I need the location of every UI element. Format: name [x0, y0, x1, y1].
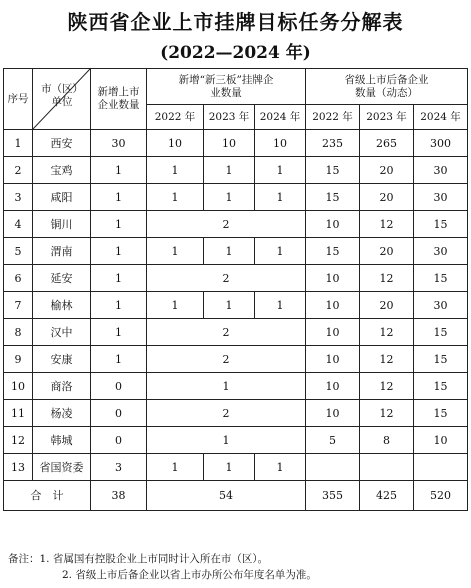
row-reserve-2024: 30: [414, 184, 468, 211]
header-reserve-2022: 2022 年: [306, 105, 360, 130]
document-subtitle: (2022—2024 年): [160, 43, 311, 63]
row-new-listed: 0: [91, 427, 147, 454]
row-new-listed: 1: [91, 292, 147, 319]
row-reserve-2024: 30: [414, 292, 468, 319]
table-row: [4, 373, 468, 400]
row-neeq-2023: 1: [204, 157, 255, 184]
header-neeq-2023: 2023 年: [204, 105, 255, 130]
table-row: [4, 265, 468, 292]
row-neeq-merged: 2: [147, 211, 306, 238]
row-reserve-2022: 10: [306, 265, 360, 292]
row-reserve-2024: 300: [414, 130, 468, 157]
row-neeq-merged: 2: [147, 346, 306, 373]
table-row: [4, 454, 468, 481]
row-seq: 5: [4, 238, 33, 265]
row-reserve-2022: 15: [306, 184, 360, 211]
row-seq: 11: [4, 400, 33, 427]
row-new-listed: 1: [91, 157, 147, 184]
row-reserve-2023: 12: [360, 400, 414, 427]
row-new-listed: 1: [91, 346, 147, 373]
total-reserve-2024: 520: [414, 481, 468, 511]
header-new-listed: 新增上市企业数量: [91, 69, 147, 130]
row-city: 铜川: [33, 211, 91, 238]
row-reserve-2023: 20: [360, 184, 414, 211]
row-reserve-2022: 10: [306, 319, 360, 346]
table-row: [4, 184, 468, 211]
row-new-listed: 1: [91, 184, 147, 211]
header-seq: 序号: [4, 69, 33, 130]
row-new-listed: 1: [91, 265, 147, 292]
row-reserve-2022: 15: [306, 238, 360, 265]
row-city: 榆林: [33, 292, 91, 319]
row-neeq-2024: 1: [255, 157, 306, 184]
row-reserve-2022: 10: [306, 211, 360, 238]
row-reserve-2022: 10: [306, 346, 360, 373]
notes: [8, 551, 468, 583]
row-neeq-2023: 10: [204, 130, 255, 157]
row-neeq-2023: 1: [204, 292, 255, 319]
header-city: 市（区）: [41, 83, 83, 95]
row-neeq-2024: 1: [255, 292, 306, 319]
table-row: [4, 238, 468, 265]
row-reserve-2022: 10: [306, 400, 360, 427]
row-city: 渭南: [33, 238, 91, 265]
row-neeq-2023: 1: [204, 184, 255, 211]
row-reserve-2022: 10: [306, 292, 360, 319]
total-neeq: 54: [147, 481, 306, 511]
row-reserve-2024: 15: [414, 265, 468, 292]
row-neeq-merged: 2: [147, 265, 306, 292]
row-seq: 6: [4, 265, 33, 292]
total-row: [4, 481, 468, 511]
row-reserve-2022: [306, 454, 360, 481]
row-reserve-2024: 30: [414, 157, 468, 184]
row-new-listed: 1: [91, 238, 147, 265]
table-row: [4, 427, 468, 454]
row-seq: 12: [4, 427, 33, 454]
header-city-unit: [33, 69, 91, 130]
row-neeq-2022: 1: [147, 157, 204, 184]
row-neeq-2022: 1: [147, 184, 204, 211]
total-reserve-2023: 425: [360, 481, 414, 511]
row-neeq-2022: 1: [147, 238, 204, 265]
row-reserve-2023: [360, 454, 414, 481]
table-row: [4, 211, 468, 238]
row-city: 汉中: [33, 319, 91, 346]
row-seq: 7: [4, 292, 33, 319]
document-title: 陕西省企业上市挂牌目标任务分解表: [67, 10, 404, 34]
row-reserve-2024: 15: [414, 373, 468, 400]
total-reserve-2022: 355: [306, 481, 360, 511]
row-seq: 9: [4, 346, 33, 373]
row-neeq-merged: 1: [147, 373, 306, 400]
table-row: [4, 157, 468, 184]
header-neeq-2022: 2022 年: [147, 105, 204, 130]
row-reserve-2023: 265: [360, 130, 414, 157]
row-neeq-merged: 2: [147, 319, 306, 346]
row-reserve-2024: [414, 454, 468, 481]
table-row: [4, 346, 468, 373]
table-row: [4, 319, 468, 346]
row-city: 咸阳: [33, 184, 91, 211]
row-reserve-2023: 20: [360, 292, 414, 319]
row-new-listed: 30: [91, 130, 147, 157]
row-reserve-2024: 15: [414, 346, 468, 373]
row-reserve-2023: 12: [360, 373, 414, 400]
row-reserve-2022: 235: [306, 130, 360, 157]
row-neeq-2024: 1: [255, 238, 306, 265]
row-seq: 10: [4, 373, 33, 400]
row-reserve-2022: 10: [306, 373, 360, 400]
row-neeq-merged: 2: [147, 400, 306, 427]
row-neeq-2024: 1: [255, 454, 306, 481]
row-new-listed: 0: [91, 373, 147, 400]
table-row: [4, 400, 468, 427]
header-reserve: 省级上市后备企业数量（动态）: [306, 69, 468, 105]
row-reserve-2024: 15: [414, 400, 468, 427]
row-reserve-2023: 20: [360, 238, 414, 265]
row-seq: 2: [4, 157, 33, 184]
header-reserve-2023: 2023 年: [360, 105, 414, 130]
row-neeq-2023: 1: [204, 454, 255, 481]
row-seq: 8: [4, 319, 33, 346]
row-reserve-2023: 8: [360, 427, 414, 454]
row-seq: 4: [4, 211, 33, 238]
row-neeq-2022: 1: [147, 454, 204, 481]
total-new-listed: 38: [91, 481, 147, 511]
row-seq: 3: [4, 184, 33, 211]
row-neeq-2022: 1: [147, 292, 204, 319]
table-row: [4, 292, 468, 319]
row-city: 韩城: [33, 427, 91, 454]
target-task-table: [3, 68, 468, 511]
header-neeq: 新增“新三板”挂牌企业数量: [147, 69, 306, 105]
row-city: 省国资委: [33, 454, 91, 481]
header-reserve-2024: 2024 年: [414, 105, 468, 130]
row-city: 宝鸡: [33, 157, 91, 184]
table-row: [4, 130, 468, 157]
row-reserve-2023: 12: [360, 319, 414, 346]
row-reserve-2024: 15: [414, 211, 468, 238]
row-city: 杨凌: [33, 400, 91, 427]
row-new-listed: 0: [91, 400, 147, 427]
row-neeq-2024: 10: [255, 130, 306, 157]
row-neeq-2024: 1: [255, 184, 306, 211]
row-new-listed: 3: [91, 454, 147, 481]
row-reserve-2023: 12: [360, 265, 414, 292]
row-new-listed: 1: [91, 211, 147, 238]
note-2: 2. 省级上市后备企业以省上市办所公布年度名单为准。: [62, 569, 317, 581]
note-1: 备注：1. 省属国有控股企业上市同时计入所在市（区）。: [8, 553, 269, 565]
row-city: 安康: [33, 346, 91, 373]
total-label: 合 计: [4, 481, 91, 511]
row-new-listed: 1: [91, 319, 147, 346]
row-reserve-2022: 15: [306, 157, 360, 184]
row-seq: 13: [4, 454, 33, 481]
row-reserve-2022: 5: [306, 427, 360, 454]
row-reserve-2024: 10: [414, 427, 468, 454]
row-city: 延安: [33, 265, 91, 292]
row-seq: 1: [4, 130, 33, 157]
row-reserve-2024: 15: [414, 319, 468, 346]
row-neeq-2023: 1: [204, 238, 255, 265]
row-city: 西安: [33, 130, 91, 157]
row-reserve-2024: 30: [414, 238, 468, 265]
header-neeq-2024: 2024 年: [255, 105, 306, 130]
row-neeq-merged: 1: [147, 427, 306, 454]
row-neeq-2022: 10: [147, 130, 204, 157]
row-reserve-2023: 20: [360, 157, 414, 184]
row-reserve-2023: 12: [360, 211, 414, 238]
row-reserve-2023: 12: [360, 346, 414, 373]
row-city: 商洛: [33, 373, 91, 400]
header-unit: 单位: [51, 96, 73, 108]
